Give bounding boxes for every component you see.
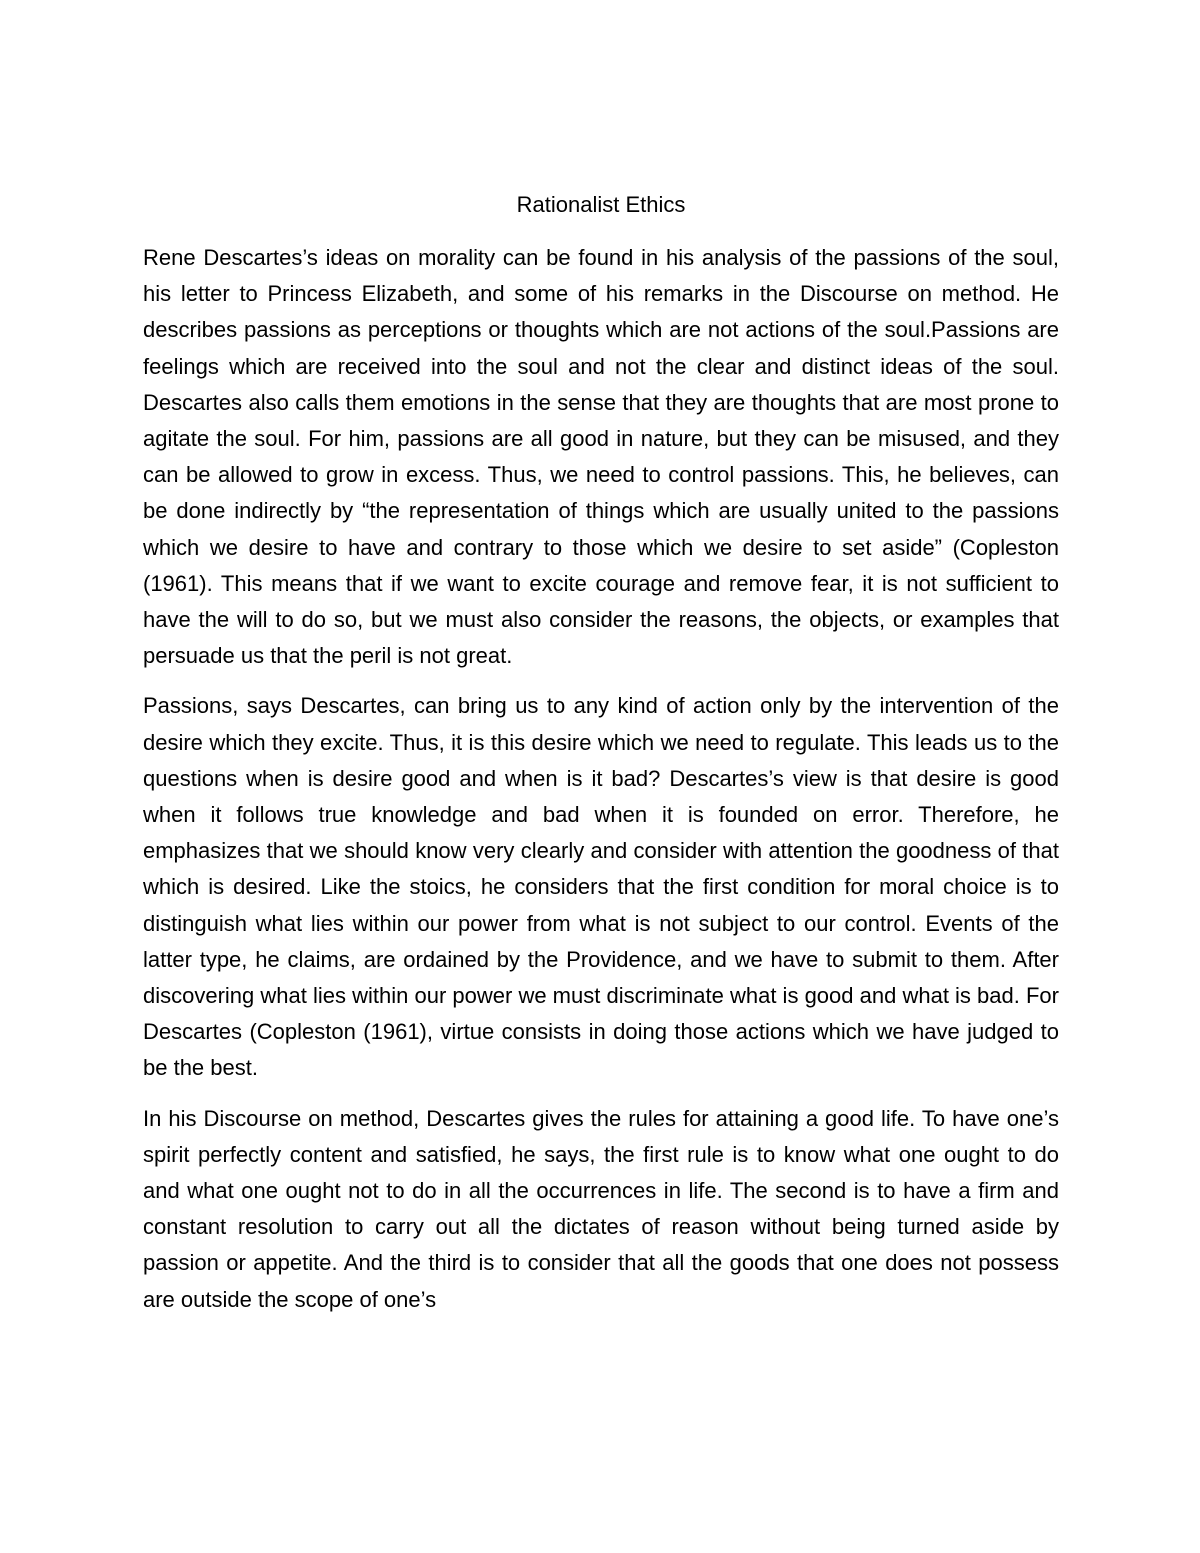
paragraph-2: Passions, says Descartes, can bring us to any kind of action only by the intervention of the desire which they excite. Thus, it is this desire which we need to regulate. This leads us to the questions when is desire good and when is it bad? Descartes’s view is that desire is good when it follows true knowledge and bad when it is founded on error. Therefore, he emphasizes that we should know very clearly and consider with attention the goodness of that which is desired. Like the stoics, he considers that the first condition for moral choice is to distinguish what lies within our power from what is not subject to our control. Events of the latter type, he claims, are ordained by the Providence, and we have to submit to them. After discovering what lies within our power we must discriminate what is good and what is bad. For Descartes (Copleston (1961), virtue consists in doing those actions which we have judged to be the best. (143, 693, 1059, 1081)
paragraph-3: In his Discourse on method, Descartes gives the rules for attaining a good life. To have one’s spirit perfectly content and satisfied, he says, the first rule is to know what one ought to do and what one ought not to do in all the occurrences in life. The second is to have a firm and constant resolution to carry out all the dictates of reason without being turned aside by passion or appetite. And the third is to consider that all the goods that one does not possess are outside the scope of one’s (143, 1105, 1059, 1312)
document-title: Rationalist Ethics (516, 192, 686, 217)
document-body (143, 188, 1059, 1318)
paragraph-1: Rene Descartes’s ideas on morality can be found in his analysis of the passions of the soul, his letter to Princess Elizabeth, and some of his remarks in the Discourse on method. He describes passions as perceptions or thoughts which are not actions of the soul.Passions are feelings which are received into the soul and not the clear and distinct ideas of the soul. Descartes also calls them emotions in the sense that they are thoughts that are most prone to agitate the soul. For him, passions are all good in nature, but they can be misused, and they can be allowed to grow in excess. Thus, we need to control passions. This, he believes, can be done indirectly by “the representation of things which are usually united to the passions which we desire to have and contrary to those which we desire to set aside” (Copleston (1961). This means that if we want to excite courage and remove fear, it is not sufficient to have the will to do so, but we must also consider the reasons, the objects, or examples that persuade us that the peril is not great. (143, 245, 1059, 669)
